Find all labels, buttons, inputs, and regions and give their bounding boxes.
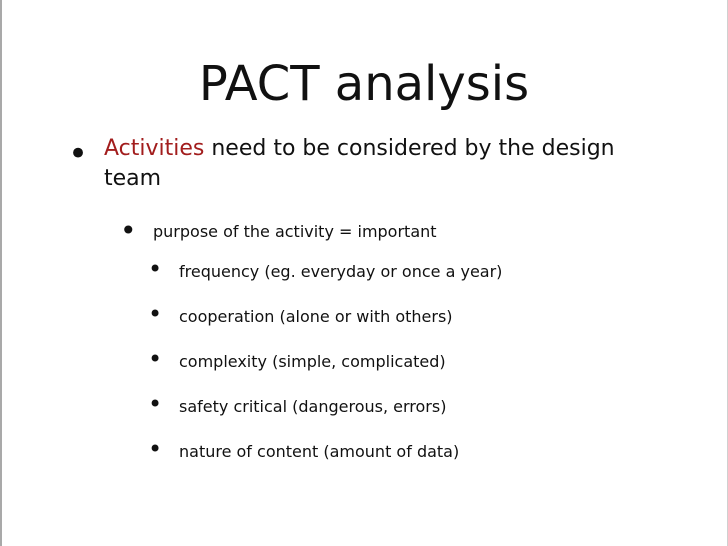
detail-bullet-icon: • [148, 300, 163, 328]
detail-bullet-icon: • [148, 345, 163, 373]
detail-text: frequency (eg. everyday or once a year) [179, 262, 503, 281]
highlight-text: Activities [104, 136, 205, 161]
detail-bullet-icon: • [148, 390, 163, 418]
main-point-rest-text: need to be considered by the design team [104, 136, 615, 191]
detail-bullet-icon: • [148, 255, 163, 283]
slide-title: PACT analysis [198, 56, 530, 112]
list-item [148, 435, 648, 484]
detail-text: cooperation (alone or with others) [179, 307, 453, 326]
sub-bullet-icon: • [120, 214, 137, 247]
detail-text: safety critical (dangerous, errors) [179, 397, 447, 416]
list-item [148, 390, 648, 439]
main-point-text [104, 134, 664, 194]
detail-text: complexity (simple, complicated) [179, 352, 446, 371]
list-item [148, 345, 648, 394]
main-bullet-icon: • [68, 134, 89, 174]
list-item [148, 300, 648, 349]
list-item [148, 255, 648, 304]
activity-factor-list [148, 255, 648, 484]
detail-bullet-icon: • [148, 435, 163, 463]
detail-text: nature of content (amount of data) [179, 442, 460, 461]
sub-point-text: purpose of the activity = important [153, 222, 437, 241]
